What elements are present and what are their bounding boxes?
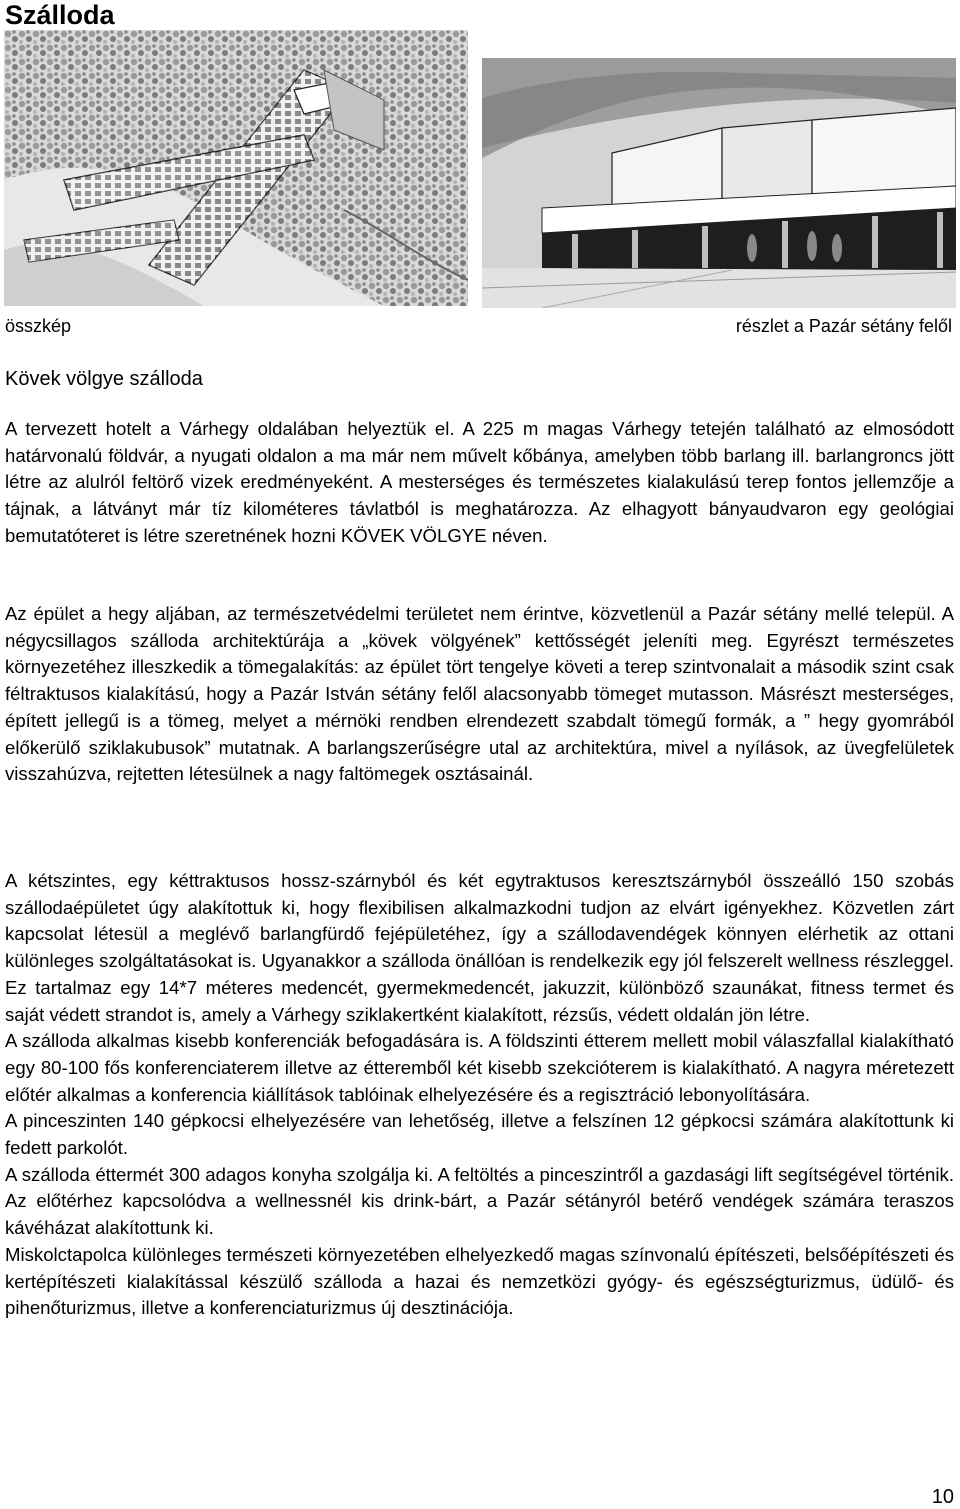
paragraph-facilities: A kétszintes, egy kéttraktusos hossz-szárnyból és két egytraktusos keresztszárnyból összeálló 150 szobás szállodaépületet úgy alakítottuk ki, hogy flexibilisen alkalmazkodni tudjon az elvárt igényekhez. Közvetlen zárt kapcsolat létesül a meglévő barlangfürdő fejépületéhez, így a szállodavendégek könnyen elérhetik az ottani különleges szolgáltatásokat is. Ugyanakkor a szálloda önállóan is rendelkezik egy jól felszerelt wellness részleggel. Ez tartalmaz egy 14*7 méteres medencét, gyermekmedencét, jakuzzit, különböző szaunákat, fitness termet és saját védett strandot is, amely a Várhegy sziklakertként kialakított, rézsűs, védett oldalán jön létre. A szálloda alkalmas kisebb konferenciák befogadására is. A földszinti étterem mellett mobil válaszfallal kialakítható egy 80-100 fős konferenciaterem illetve az étteremből két kisebb szekcióterem is kialakítható. A nagyra méretezett előtér alkalmas a konferencia kiállítások tablóinak elhelyezésére és a regisztráció lebonyolítására. A pinceszinten 140 gépkocsi elhelyezésére van lehetőség, illetve a felszínen 12 gépkocsi számára alakítottunk ki fedett parkolót. A szálloda éttermét 300 adagos konyha szolgálja ki. A feltöltés a pinceszintről a gazdasági lift segítségével történik. Az előtérhez kapcsolódva a wellnessnél kis drink-bárt, a Pazár sétányról betérő vendégek számára teraszos kávéházat alakítottunk ki. Miskolctapolca különleges természeti környezetében elhelyezkedő magas színvonalú építészeti, belsőépítészeti és kertépítészeti kialakítással készülő szálloda a hazai és nemzetközi gyógy- és egészségturizmus, üdülő- és pihenőturizmus, illetve a konferenciaturizmus új desztinációja. — [5, 870, 954, 1319]
paragraph-location: A tervezett hotelt a Várhegy oldalában helyeztük el. A 225 m magas Várhegy tetején található az elmosódott határvonalú földvár, a nyugati oldalon a ma már nem művelt kőbánya, amelyben több barlang ill. barlangroncs jött létre az alulról feltörő vizek eredményeként. A mesterséges és természetes kialakulású terep fontos jellemzője a tájnak, a látványt már tíz kilométeres távlatból is meghatározza. Az elhagyott bányaudvaron egy geológiai bemutatóteret is létre szeretnének hozni KÖVEK VÖLGYE néven. — [5, 418, 954, 546]
image-caption-overview: összkép — [5, 316, 72, 336]
aerial-sketch-drawing — [4, 30, 468, 306]
page-number: 10 — [931, 1486, 954, 1508]
image-caption-detail: részlet a Pazár sétány felől — [735, 316, 952, 336]
paragraph-architecture: Az épület a hegy aljában, az természetvédelmi területet nem érintve, közvetlenül a Pazár sétány mellé települ. A négycsillagos szálloda architektúrája a „kövek völgyének” kettősségét jeleníti meg. Egyrészt természetes környezetéhez illeszkedik a tömegalakítás: az épület tört tengelye követi a terep szintvonalait a második szint csak féltraktusos kialakítású, hogy a Pazár István sétány felől alacsonyabb tömeget mutasson. Másrészt mesterséges, épített jellegű is a tömeg, melyet a mérnöki rendben elrendezett szabdalt tömegű formák, a ” hegy gyomrából előkerülő sziklakubusok” mutatnak. A barlangszerűségre utal az architektúra, mivel a nyílások, az üvegfelületek visszahúzva, rejtetten létesülnek a nagy faltömegek osztásainál. — [5, 603, 954, 785]
page-title: Szálloda — [5, 0, 115, 30]
section-subtitle: Kövek völgye szálloda — [5, 368, 203, 390]
promenade-sketch-drawing — [482, 58, 956, 308]
hotel-aerial-sketch-image — [4, 30, 468, 306]
promenade-detail-sketch-image — [482, 58, 956, 308]
